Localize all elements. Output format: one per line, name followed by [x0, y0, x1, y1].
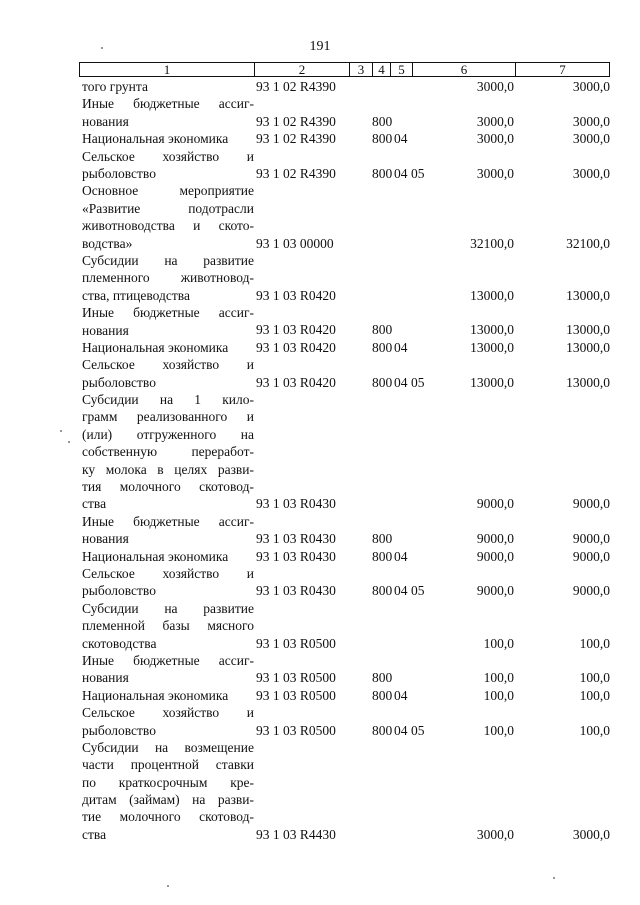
row-name-line: племенной базы мясного	[82, 618, 254, 634]
row-value-col7: 3000,0	[572, 826, 610, 842]
row-name-line: Иные бюджетные ассиг-	[82, 96, 254, 112]
row-name-line: Сельское хозяйство и	[82, 705, 254, 721]
row-name-line: тия молочного скотовод-	[82, 479, 254, 495]
table-row	[82, 548, 610, 565]
header-col-2: 2	[254, 63, 349, 76]
row-code: 93 1 03 R0420	[256, 287, 336, 303]
row-code: 93 1 03 R0500	[256, 670, 336, 686]
table-row	[82, 182, 610, 252]
row-value-col6: 13000,0	[470, 322, 514, 338]
row-expense-type: 800	[372, 113, 393, 129]
row-value-col6: 13000,0	[470, 374, 514, 390]
row-name-line: Иные бюджетные ассиг-	[82, 652, 254, 668]
row-name-line: рыболовство	[82, 374, 156, 390]
row-name-line: части процентной ставки	[82, 757, 254, 773]
row-section: 04	[394, 131, 408, 147]
row-value-col7: 13000,0	[566, 287, 610, 303]
row-name	[82, 339, 254, 356]
header-col-1: 1	[163, 62, 171, 77]
row-name	[82, 391, 254, 513]
row-section: 04	[394, 548, 408, 564]
row-code: 93 1 03 R0430	[256, 548, 336, 564]
table-row	[82, 513, 610, 548]
scan-speck	[101, 47, 103, 49]
row-name-line: ства	[82, 826, 107, 842]
page-number: 191	[309, 39, 331, 54]
row-name-line: ства	[82, 496, 107, 512]
row-expense-type: 800	[372, 322, 393, 338]
table-row	[82, 739, 610, 843]
row-name	[82, 739, 254, 843]
row-value-col7: 100,0	[579, 687, 610, 703]
row-expense-type: 800	[372, 687, 393, 703]
row-value-col6: 13000,0	[470, 339, 514, 355]
row-name-line: племенного животновод-	[82, 270, 254, 286]
row-value-col6: 9000,0	[476, 531, 514, 547]
row-code: 93 1 03 R0420	[256, 339, 336, 355]
row-expense-type: 800	[372, 374, 393, 390]
row-value-col6: 100,0	[483, 670, 514, 686]
table-header	[79, 62, 610, 77]
table-row	[82, 339, 610, 356]
row-name	[82, 95, 254, 130]
row-name-line: нования	[82, 531, 129, 547]
row-code: 93 1 03 R0500	[256, 635, 336, 651]
row-code: 93 1 03 R4430	[256, 826, 336, 842]
row-name	[82, 652, 254, 687]
header-col-4: 4	[372, 63, 390, 76]
row-value-col6: 100,0	[483, 722, 514, 738]
row-expense-type: 800	[372, 339, 393, 355]
table-body	[82, 78, 610, 843]
row-value-col6: 9000,0	[476, 548, 514, 564]
row-name-line: Субсидии на 1 кило-	[82, 392, 254, 408]
row-name-line: рыболовство	[82, 583, 156, 599]
row-name-line: Сельское хозяйство и	[82, 148, 254, 164]
header-col-6: 6	[412, 63, 515, 76]
table-row	[82, 600, 610, 652]
row-value-col6: 100,0	[483, 687, 514, 703]
row-value-col7: 100,0	[579, 722, 610, 738]
header-col-3: 3	[349, 63, 372, 76]
table-row	[82, 130, 610, 147]
row-value-col6: 3000,0	[476, 826, 514, 842]
row-name	[82, 600, 254, 652]
row-expense-type: 800	[372, 670, 393, 686]
row-subsection: 05	[411, 374, 425, 390]
table-row	[82, 304, 610, 339]
row-name-line: Национальная экономика	[82, 548, 229, 564]
table-row	[82, 148, 610, 183]
row-subsection: 05	[411, 722, 425, 738]
row-name-line: Субсидии на развитие	[82, 252, 254, 268]
table-row	[82, 356, 610, 391]
row-code: 93 1 03 R0420	[256, 374, 336, 390]
scan-speck	[167, 885, 169, 887]
row-value-col7: 100,0	[579, 635, 610, 651]
row-value-col7: 9000,0	[572, 583, 610, 599]
row-name	[82, 148, 254, 183]
row-code: 93 1 02 R4390	[256, 79, 336, 94]
scan-speck	[553, 877, 555, 879]
table-row	[82, 704, 610, 739]
row-section: 04	[394, 583, 408, 599]
row-expense-type: 800	[372, 722, 393, 738]
table-row	[82, 78, 610, 95]
row-value-col7: 13000,0	[566, 374, 610, 390]
row-name-line: Основное мероприятие	[82, 183, 254, 199]
row-name-line: Сельское хозяйство и	[82, 357, 254, 373]
row-value-col6: 100,0	[483, 635, 514, 651]
row-name-line: того грунта	[82, 79, 148, 95]
row-value-col6: 32100,0	[470, 235, 514, 251]
row-name-line: нования	[82, 322, 129, 338]
row-value-col7: 3000,0	[572, 79, 610, 94]
row-name-line: дитам (займам) на разви-	[82, 792, 254, 808]
table-row	[82, 252, 610, 304]
row-section: 04	[394, 339, 408, 355]
header-col-5: 5	[390, 63, 412, 76]
table-row	[82, 687, 610, 704]
row-value-col7: 3000,0	[572, 113, 610, 129]
row-section: 04	[394, 165, 408, 181]
row-name-line: Иные бюджетные ассиг-	[82, 305, 254, 321]
row-name-line: (или) отгруженного на	[82, 426, 254, 442]
row-name	[82, 513, 254, 548]
row-value-col7: 13000,0	[566, 339, 610, 355]
row-value-col6: 9000,0	[476, 583, 514, 599]
row-name-line: Национальная экономика	[82, 131, 229, 147]
row-name-line: Субсидии на развитие	[82, 600, 254, 616]
row-name-line: ку молока в целях разви-	[82, 461, 254, 477]
row-code: 93 1 03 R0420	[256, 322, 336, 338]
row-value-col7: 3000,0	[572, 131, 610, 147]
row-value-col7: 100,0	[579, 670, 610, 686]
row-name	[82, 704, 254, 739]
row-value-col7: 3000,0	[572, 165, 610, 181]
row-name-line: Субсидии на возмещение	[82, 739, 254, 755]
row-name-line: животноводства и ското-	[82, 218, 254, 234]
row-section: 04	[394, 722, 408, 738]
row-name-line: по краткосрочным кре-	[82, 774, 254, 790]
table-row	[82, 565, 610, 600]
row-subsection: 05	[411, 165, 425, 181]
row-expense-type: 800	[372, 583, 393, 599]
row-name	[82, 356, 254, 391]
row-subsection: 05	[411, 583, 425, 599]
row-name-line: водства»	[82, 235, 133, 251]
row-name-line: рыболовство	[82, 165, 156, 181]
row-value-col7: 13000,0	[566, 322, 610, 338]
row-code: 93 1 03 00000	[256, 235, 334, 251]
row-name	[82, 565, 254, 600]
row-section: 04	[394, 687, 408, 703]
row-expense-type: 800	[372, 548, 393, 564]
row-value-col6: 3000,0	[476, 131, 514, 147]
row-value-col7: 9000,0	[572, 496, 610, 512]
row-value-col6: 9000,0	[476, 496, 514, 512]
scan-speck	[68, 441, 70, 443]
header-col-7: 7	[515, 63, 609, 76]
row-code: 93 1 03 R0430	[256, 531, 336, 547]
row-code: 93 1 02 R4390	[256, 113, 336, 129]
row-code: 93 1 03 R0430	[256, 583, 336, 599]
row-expense-type: 800	[372, 531, 393, 547]
row-name-line: скотоводства	[82, 635, 157, 651]
row-expense-type: 800	[372, 131, 393, 147]
row-value-col6: 13000,0	[470, 287, 514, 303]
row-name-line: нования	[82, 113, 129, 129]
row-name	[82, 548, 254, 565]
table-row	[82, 391, 610, 513]
row-name-line: собственную переработ-	[82, 444, 254, 460]
row-name-line: грамм реализованного и	[82, 409, 254, 425]
row-code: 93 1 02 R4390	[256, 165, 336, 181]
table-row	[82, 652, 610, 687]
row-name	[82, 252, 254, 304]
row-name	[82, 687, 254, 704]
row-code: 93 1 03 R0430	[256, 496, 336, 512]
row-name-line: Национальная экономика	[82, 687, 229, 703]
row-name-line: «Развитие подотрасли	[82, 200, 254, 216]
scan-speck	[60, 430, 62, 432]
row-value-col6: 3000,0	[476, 79, 514, 94]
row-value-col7: 9000,0	[572, 531, 610, 547]
row-name-line: Иные бюджетные ассиг-	[82, 513, 254, 529]
row-name	[82, 78, 254, 95]
row-value-col6: 3000,0	[476, 165, 514, 181]
row-value-col6: 3000,0	[476, 113, 514, 129]
row-value-col7: 9000,0	[572, 548, 610, 564]
table-row	[82, 95, 610, 130]
row-code: 93 1 03 R0500	[256, 722, 336, 738]
row-name	[82, 130, 254, 147]
row-name-line: рыболовство	[82, 722, 156, 738]
row-name-line: Сельское хозяйство и	[82, 566, 254, 581]
row-name-line: нования	[82, 670, 129, 686]
row-value-col7: 32100,0	[566, 235, 610, 251]
row-section: 04	[394, 374, 408, 390]
row-name	[82, 182, 254, 252]
row-name	[82, 304, 254, 339]
row-code: 93 1 03 R0500	[256, 687, 336, 703]
row-name-line: Национальная экономика	[82, 339, 229, 355]
row-name-line: ства, птицеводства	[82, 287, 190, 303]
row-code: 93 1 02 R4390	[256, 131, 336, 147]
row-name-line: тие молочного скотовод-	[82, 809, 254, 825]
row-expense-type: 800	[372, 165, 393, 181]
